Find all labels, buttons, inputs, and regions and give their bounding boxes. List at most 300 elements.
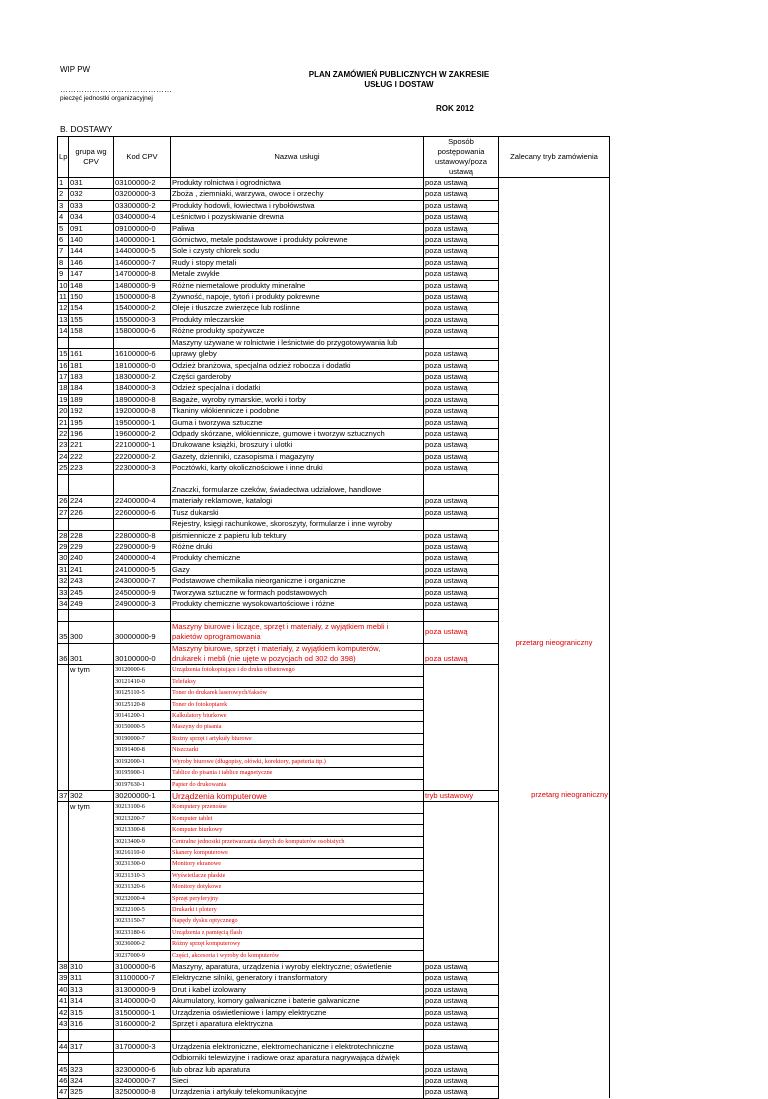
row-group: 154: [69, 303, 114, 314]
row-mode: [499, 1087, 610, 1098]
row-group: [69, 950, 114, 961]
row-method: [424, 836, 499, 847]
row-mode: [499, 292, 610, 303]
row-group: 221: [69, 440, 114, 451]
row-method: poza ustawą: [424, 1007, 499, 1018]
row-lp: 15: [59, 349, 68, 359]
row-cpv: 15400000-2: [114, 303, 171, 314]
row-group: 144: [69, 246, 114, 257]
row-cpv: 22300000-3: [114, 463, 171, 474]
row-cpv: 30200000-1: [114, 790, 171, 801]
row-name: Urządzenia i artykuły telekomunikacyjne: [171, 1087, 424, 1098]
row-cpv: 24900000-3: [114, 599, 171, 610]
row-lp: 43: [59, 1019, 68, 1029]
sub-item-row: [58, 711, 610, 722]
row-group: [69, 904, 114, 915]
row-name: Części garderoby: [171, 371, 424, 382]
row-mode: [499, 1053, 610, 1064]
col-header-group: grupa wg CPV: [69, 137, 114, 178]
row-group: 317: [69, 1041, 114, 1052]
sub-item-name: Maszyny do pisania: [171, 722, 424, 733]
row-group: 241: [69, 564, 114, 575]
row-mode: [499, 485, 610, 496]
row-name: Bagaże, wyroby rymarskie, worki i torby: [171, 394, 424, 405]
row-group: [69, 825, 114, 836]
gap-cell: [69, 610, 114, 621]
sub-item-row: [58, 904, 610, 915]
row-name: Odbiorniki telewizyjne i radiowe oraz aparatura nagrywająca dźwięk: [171, 1053, 424, 1064]
row-lp: 30: [59, 553, 68, 563]
row-cpv: 16100000-6: [114, 349, 171, 360]
row-name: [171, 643, 424, 665]
row-method: [424, 768, 499, 779]
plan-year: ROK 2012: [436, 104, 474, 113]
row-method: [424, 813, 499, 824]
sub-item-cpv: 30233150-7: [114, 916, 171, 927]
row-lp: [58, 699, 69, 710]
row-lp: 24: [59, 451, 68, 461]
row-lp: 38: [59, 962, 68, 971]
row-mode: [499, 360, 610, 371]
sub-item-cpv: 30125110-5: [114, 688, 171, 699]
row-group: 091: [69, 223, 114, 234]
sub-item-name: Wyroby biurowe (długopisy, ołówki, korektory, papeteria itp.): [171, 756, 424, 767]
row-mode: [499, 303, 610, 314]
table-row: [58, 463, 610, 474]
row-group: 301: [69, 643, 114, 665]
row-mode: [499, 337, 610, 348]
row-lp: 17: [59, 371, 68, 381]
row-mode: [499, 451, 610, 462]
row-cpv: 09100000-0: [114, 223, 171, 234]
row-method: poza ustawą: [424, 428, 499, 439]
section-title: B. DOSTAWY: [60, 124, 113, 134]
row-method: [424, 825, 499, 836]
row-name: Podstawowe chemikalia nieorganiczne i organiczne: [171, 576, 424, 587]
row-name: Odzież specjalna i dodatki: [171, 383, 424, 394]
sub-item-row: [58, 722, 610, 733]
row-lp: [58, 847, 69, 858]
row-lp: [58, 950, 69, 961]
row-mode: [499, 383, 610, 394]
row-mode: [499, 406, 610, 417]
sub-item-row: [58, 825, 610, 836]
sub-item-name: Centralne jednostki przetwarzania danych do komputerów osobistych: [171, 836, 424, 847]
row-method: poza ustawą: [424, 643, 499, 665]
sub-item-name: Komputery przenośne: [171, 802, 424, 813]
sub-item-name: Toner do drukarek laserowych/faksów: [171, 688, 424, 699]
row-lp: [58, 756, 69, 767]
gap-cell: [171, 610, 424, 621]
sub-item-cpv: 30232100-5: [114, 904, 171, 915]
gap-cell: [58, 474, 69, 485]
sub-item-name: Części, akcesoria i wyroby do komputerów: [171, 950, 424, 961]
row-name-line-2: pakietów oprogramowania: [172, 632, 261, 642]
row-method: poza ustawą: [424, 451, 499, 462]
mode-przetarg: przetarg nieograniczny: [499, 790, 610, 801]
title-line-1: PLAN ZAMÓWIEŃ PUBLICZNYCH W ZAKRESIE: [308, 70, 490, 79]
row-method: poza ustawą: [424, 621, 499, 643]
table-header-row: [58, 137, 610, 178]
row-name: Znaczki, formularze czeków, świadectwa udziałowe, handlowe: [171, 485, 424, 496]
row-lp: 4: [58, 212, 69, 223]
row-lp: [58, 802, 69, 813]
row-name: Gazety, dzienniki, czasopisma i magazyny: [171, 451, 424, 462]
row-mode: [499, 314, 610, 325]
sub-item-row: [58, 927, 610, 938]
row-lp: 42: [59, 1007, 68, 1017]
table-row: [58, 1007, 610, 1018]
row-cpv: 18400000-3: [114, 383, 171, 394]
row-cpv: 18100000-0: [114, 360, 171, 371]
gap-cell: [114, 474, 171, 485]
row-name: Produkty chemiczne wysokowartościowe i różne: [171, 599, 424, 610]
row-cpv: 15800000-6: [114, 326, 171, 337]
row-name: Guma i tworzywa sztuczne: [171, 417, 424, 428]
row-group: [69, 859, 114, 870]
row-group: 224: [69, 496, 114, 507]
row-cpv: 24500000-9: [114, 587, 171, 598]
row-method: [424, 893, 499, 904]
table-row-continuation: [58, 337, 610, 348]
row-method: poza ustawą: [424, 507, 499, 518]
row-mode: [499, 189, 610, 200]
row-lp: 39: [59, 973, 68, 983]
row-group: [69, 745, 114, 756]
sub-item-row: [58, 802, 610, 813]
row-lp: [58, 904, 69, 915]
row-method: poza ustawą: [424, 599, 499, 610]
row-mode: [499, 904, 610, 915]
row-method: poza ustawą: [424, 564, 499, 575]
row-name: Sprzęt i aparatura elektryczna: [171, 1019, 424, 1030]
row-group: [69, 699, 114, 710]
row-method: poza ustawą: [424, 349, 499, 360]
row-lp: [58, 676, 69, 687]
row-method: poza ustawą: [424, 235, 499, 246]
row-mode: [499, 587, 610, 598]
sub-item-row: [58, 676, 610, 687]
organization-label: WIP PW: [60, 65, 91, 74]
sub-item-name: Tablice do pisania i tablice magnetyczne: [171, 768, 424, 779]
row-method: [424, 927, 499, 938]
row-cpv: 22200000-2: [114, 451, 171, 462]
sub-item-row: [58, 870, 610, 881]
sub-item-row: [58, 768, 610, 779]
row-group: [69, 870, 114, 881]
row-name: Produkty mleczarskie: [171, 314, 424, 325]
row-name: Różne produkty spożywcze: [171, 326, 424, 337]
row-name: Urządzenia komputerowe: [171, 790, 424, 801]
row-mode: [499, 326, 610, 337]
row-lp: 45: [59, 1064, 68, 1074]
row-method: [424, 756, 499, 767]
row-group: 189: [69, 394, 114, 405]
row-mode: [499, 349, 610, 360]
row-name: Pocztówki, karty okolicznościowe i inne druki: [171, 463, 424, 474]
row-group: 183: [69, 371, 114, 382]
row-method: poza ustawą: [424, 463, 499, 474]
table-row: [58, 962, 610, 973]
sub-item-cpv: 30120000-6: [114, 665, 171, 676]
table-row: [58, 564, 610, 575]
row-group: 300: [69, 621, 114, 643]
row-mode: [499, 984, 610, 995]
row-cpv: 22900000-9: [114, 541, 171, 552]
row-name: Drukowane książki, broszury i ulotki: [171, 440, 424, 451]
row-mode: [499, 847, 610, 858]
row-name: Oleje i tłuszcze zwierzęce lub roślinne: [171, 303, 424, 314]
table-row-continuation: [58, 485, 610, 496]
row-mode: [499, 519, 610, 530]
row-group: 323: [69, 1064, 114, 1075]
sub-item-name: Toner do fotokopiarek: [171, 699, 424, 710]
table-row: [58, 451, 610, 462]
row-method: tryb ustawowy: [424, 790, 499, 801]
sub-item-cpv: 30125120-8: [114, 699, 171, 710]
col-header-lp: Lp.: [58, 137, 69, 178]
sub-item-cpv: 30231300-0: [114, 859, 171, 870]
sub-item-row: [58, 813, 610, 824]
row-method: [424, 939, 499, 950]
row-name: Żywność, napoje, tytoń i produkty pokrewne: [171, 292, 424, 303]
row-method: [424, 337, 499, 348]
table-row: [58, 292, 610, 303]
gap-cell: [499, 474, 610, 485]
row-group: [69, 688, 114, 699]
table-row: [58, 790, 610, 801]
row-mode: [499, 916, 610, 927]
sub-item-name: Różny sprzęt komputerowy: [171, 939, 424, 950]
procurement-table: [57, 136, 609, 1099]
row-cpv: 22400000-4: [114, 496, 171, 507]
sub-item-row: [58, 950, 610, 961]
row-method: poza ustawą: [424, 1064, 499, 1075]
row-mode: [499, 699, 610, 710]
row-group: 311: [69, 973, 114, 984]
row-lp: 13: [59, 314, 68, 324]
row-method: [424, 847, 499, 858]
sub-item-name: Niszczarki: [171, 745, 424, 756]
row-group: 302: [69, 790, 114, 801]
row-lp: [58, 519, 69, 530]
document-title: [0, 70, 768, 90]
row-cpv: 03200000-3: [114, 189, 171, 200]
row-lp: [58, 916, 69, 927]
row-mode: [499, 246, 610, 257]
table-row: [58, 1076, 610, 1087]
sub-item-row: [58, 836, 610, 847]
row-method: poza ustawą: [424, 257, 499, 268]
row-method: poza ustawą: [424, 553, 499, 564]
row-cpv: 30000000-9: [114, 621, 171, 643]
sub-item-name: Telefaksy: [171, 676, 424, 687]
row-group: [69, 711, 114, 722]
row-mode: [499, 1041, 610, 1052]
row-mode: [499, 996, 610, 1007]
row-cpv: 22100000-1: [114, 440, 171, 451]
row-name: Rudy i stopy metali: [171, 257, 424, 268]
row-cpv: 14000000-1: [114, 235, 171, 246]
row-lp: [58, 870, 69, 881]
row-cpv: 19200000-8: [114, 406, 171, 417]
table-row: [58, 269, 610, 280]
row-group: 222: [69, 451, 114, 462]
row-mode: [499, 779, 610, 790]
row-group: [69, 733, 114, 744]
row-method: poza ustawą: [424, 189, 499, 200]
row-name: Maszyny używane w rolnictwie i leśnictwie do przygotowywania lub: [171, 337, 424, 348]
row-lp: [58, 882, 69, 893]
row-cpv: 24000000-4: [114, 553, 171, 564]
row-name: Odpady skórzane, włókiennicze, gumowe i tworzyw sztucznych: [171, 428, 424, 439]
row-method: poza ustawą: [424, 973, 499, 984]
table-row: [58, 200, 610, 211]
row-group: [69, 768, 114, 779]
row-cpv: 03100000-2: [114, 178, 171, 189]
row-name: Rejestry, księgi rachunkowe, skoroszyty, formularze i inne wyroby: [171, 519, 424, 530]
row-mode: [499, 688, 610, 699]
row-cpv: 15500000-3: [114, 314, 171, 325]
sub-item-name: Monitory ekranowe: [171, 859, 424, 870]
row-cpv: 18900000-8: [114, 394, 171, 405]
table-row: [58, 1019, 610, 1030]
row-method: [424, 485, 499, 496]
table-row: [58, 428, 610, 439]
row-cpv: 31600000-2: [114, 1019, 171, 1030]
row-method: [424, 519, 499, 530]
row-lp: 27: [59, 507, 68, 517]
row-mode: [499, 269, 610, 280]
row-group: 316: [69, 1019, 114, 1030]
table-gap-row: [58, 474, 610, 485]
row-cpv: 32400000-7: [114, 1076, 171, 1087]
row-method: poza ustawą: [424, 1019, 499, 1030]
row-mode: [499, 576, 610, 587]
row-group: [69, 1053, 114, 1064]
row-lp: [58, 859, 69, 870]
sub-item-row: [58, 688, 610, 699]
row-group: 031: [69, 178, 114, 189]
row-group: 161: [69, 349, 114, 360]
row-mode: [499, 371, 610, 382]
row-name-line-2: drukarek i mebli (nie ujęte w pozycjach od 302 do 398): [172, 654, 356, 664]
row-group: w tym: [69, 665, 114, 676]
row-mode: [499, 836, 610, 847]
row-mode: [499, 665, 610, 676]
row-group: 150: [69, 292, 114, 303]
row-mode: [499, 973, 610, 984]
row-name: materiały reklamowe, katalogi: [171, 496, 424, 507]
row-cpv: 31700000-3: [114, 1041, 171, 1052]
row-lp: [58, 485, 69, 496]
row-mode: [499, 440, 610, 451]
row-name: Elektryczne silniki, generatory i transformatory: [171, 973, 424, 984]
table-row: [58, 257, 610, 268]
row-lp: 36: [58, 643, 69, 665]
row-cpv: 15000000-8: [114, 292, 171, 303]
row-method: [424, 950, 499, 961]
sub-item-name: Drukarki i plotery: [171, 904, 424, 915]
table-row: [58, 246, 610, 257]
row-lp: 44: [59, 1041, 68, 1051]
row-lp: 8: [58, 257, 69, 268]
row-lp: [58, 927, 69, 938]
row-mode: [499, 496, 610, 507]
sub-item-name: Kalkulatory biurkowe: [171, 711, 424, 722]
row-cpv: 31500000-1: [114, 1007, 171, 1018]
row-cpv: 24100000-5: [114, 564, 171, 575]
row-cpv: [114, 337, 171, 348]
row-mode: [499, 507, 610, 518]
gap-cell: [424, 1030, 499, 1041]
row-cpv: 19600000-2: [114, 428, 171, 439]
row-mode: [499, 417, 610, 428]
sub-item-row: [58, 939, 610, 950]
table-row: [58, 530, 610, 541]
seal-note: pieczęć jednostki organizacyjnej: [60, 95, 153, 102]
row-method: poza ustawą: [424, 417, 499, 428]
row-method: poza ustawą: [424, 280, 499, 291]
row-cpv: 31000000-6: [114, 962, 171, 973]
table-row: [58, 212, 610, 223]
row-group: 192: [69, 406, 114, 417]
row-lp: 9: [58, 269, 69, 280]
row-lp: [58, 711, 69, 722]
row-group: 228: [69, 530, 114, 541]
table-row: [58, 326, 610, 337]
table-row: [58, 507, 610, 518]
row-lp: 18: [59, 383, 68, 393]
row-name: Tkaniny włókiennicze i podobne: [171, 406, 424, 417]
row-mode: [499, 870, 610, 881]
row-lp: 47: [59, 1087, 68, 1097]
row-mode: [499, 768, 610, 779]
sub-item-cpv: 30150000-5: [114, 722, 171, 733]
row-mode: [499, 428, 610, 439]
row-method: poza ustawą: [424, 246, 499, 257]
sub-item-cpv: 30213200-7: [114, 813, 171, 824]
gap-cell: [499, 610, 610, 621]
row-lp: 26: [59, 496, 68, 506]
row-method: poza ustawą: [424, 200, 499, 211]
sub-item-cpv: 30191400-8: [114, 745, 171, 756]
gap-cell: [58, 610, 69, 621]
row-method: poza ustawą: [424, 394, 499, 405]
row-mode: [499, 893, 610, 904]
sub-item-name: Wyświetlacze płaskie: [171, 870, 424, 881]
table-row-continuation: [58, 1053, 610, 1064]
row-group: 033: [69, 200, 114, 211]
row-group: [69, 927, 114, 938]
row-method: poza ustawą: [424, 292, 499, 303]
sub-item-row: [58, 665, 610, 676]
table-row: [58, 349, 610, 360]
row-mode: [499, 962, 610, 973]
mode-przetarg: przetarg nieograniczny: [499, 621, 610, 665]
table-row: [58, 996, 610, 1007]
row-method: poza ustawą: [424, 530, 499, 541]
table-row: [58, 280, 610, 291]
row-group: 146: [69, 257, 114, 268]
row-mode: [499, 722, 610, 733]
row-cpv: 19500000-1: [114, 417, 171, 428]
sub-item-cpv: 30141200-1: [114, 711, 171, 722]
sub-item-cpv: 30232000-4: [114, 893, 171, 904]
gap-cell: [424, 474, 499, 485]
row-mode: [499, 927, 610, 938]
row-lp: 5: [58, 223, 69, 234]
